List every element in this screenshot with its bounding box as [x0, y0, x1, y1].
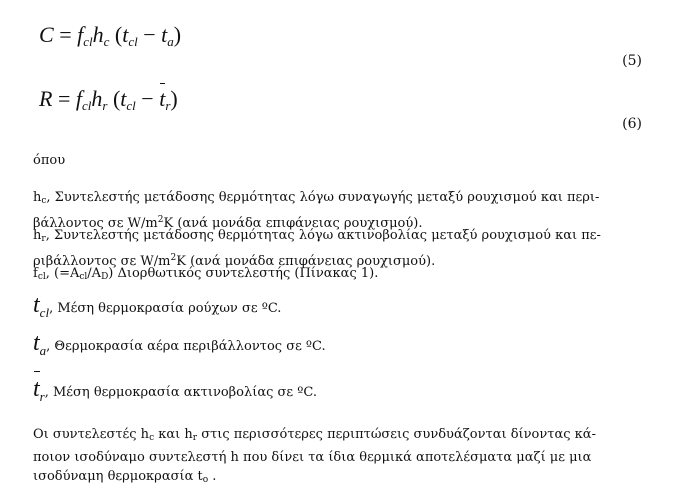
final-text-4: ποιον ισοδύναμο συντελεστή h που δίνει τα ίδια θερμικά αποτελέσματα μαζί με μια — [33, 450, 592, 465]
eq6-lhs: R — [39, 86, 53, 111]
ta-desc: , Θερμοκρασία αέρα περιβάλλοντος σε ºC. — [46, 339, 326, 354]
eq6-open-paren: ( — [112, 86, 121, 111]
fcl-eq-subscript-d: D — [101, 272, 109, 282]
fcl-equation: , (=A — [45, 266, 80, 281]
tr-desc: , Μέση θερμοκρασία ακτινοβολίας σε ºC. — [44, 385, 318, 400]
hc-desc-line3: K (ανά μονάδα επιφάνειας ρουχισμού). — [163, 216, 423, 231]
hr-superscript: 2 — [170, 253, 177, 263]
eq5-equals: = — [59, 22, 78, 47]
eq6-t2: t — [159, 86, 166, 111]
tcl-desc: , Μέση θερμοκρασία ρούχων σε ºC. — [49, 301, 282, 316]
eq5-lhs: C — [39, 22, 54, 47]
eq6-f-sub: cl — [82, 98, 92, 113]
hr-symbol: h — [33, 228, 42, 243]
equation-6-number: (6) — [622, 116, 642, 132]
eq6-f: f — [75, 86, 82, 111]
eq6-h-sub: r — [102, 98, 108, 113]
fcl-desc: ) Διορθωτικός συντελεστής (Πίνακας 1). — [108, 266, 379, 281]
final-text-3: στις περισσότερες περιπτώσεις συνδυάζονται δίνοντας κά- — [197, 427, 596, 442]
hc-desc-line2: βάλλοντος σε W/m — [33, 216, 158, 231]
final-text-1: Οι συντελεστές h — [33, 427, 150, 442]
eq6-t2-sub: r — [165, 98, 171, 113]
definition-tr — [33, 374, 645, 412]
eq5-t1-sub: cl — [128, 34, 138, 49]
hc-subscript: c — [41, 196, 47, 206]
eq5-t1: t — [122, 22, 129, 47]
eq5-close-paren: ) — [173, 22, 182, 47]
hr-desc-line2: ριβάλλοντος σε W/m — [33, 254, 171, 269]
fcl-eq-subscript-cl: cl — [79, 272, 88, 282]
ta-symbol: $t_a$ — [33, 330, 47, 358]
final-text-6: . — [208, 469, 217, 484]
definition-ta — [33, 328, 645, 366]
eq6-t1: t — [120, 86, 127, 111]
eq5-t2-sub: a — [167, 34, 174, 49]
hc-superscript: 2 — [157, 215, 164, 225]
hr-desc-line1: , Συντελεστής μετάδοσης θερμότητας λόγω ακτινοβολίας μεταξύ ρουχισμού και πε- — [45, 228, 601, 243]
definition-fcl — [33, 264, 645, 287]
closing-paragraph — [33, 425, 645, 490]
fcl-symbol: f — [33, 266, 38, 281]
equation-5-number: (5) — [622, 53, 642, 69]
definition-tcl — [33, 290, 645, 328]
eq6-close-paren: ) — [170, 86, 178, 111]
equation-5 — [39, 22, 181, 50]
tr-symbol: $t_r$ — [33, 376, 45, 404]
eq5-h-sub: c — [103, 34, 110, 49]
eq5-f: f — [77, 22, 84, 47]
tcl-symbol: $t_{cl}$ — [33, 292, 50, 320]
final-text-2: και h — [154, 427, 193, 442]
final-text-5: ισοδύναμη θερμοκρασία t — [33, 469, 203, 484]
eq6-equals: = — [57, 86, 76, 111]
eq6-t1-sub: cl — [126, 98, 136, 113]
hr-desc-line3: K (ανά μονάδα επιφάνειας ρουχισμού). — [176, 254, 436, 269]
equation-6 — [39, 86, 178, 114]
eq5-t2: t — [161, 22, 168, 47]
fcl-slash: /A — [87, 266, 102, 281]
where-label: όπου — [33, 153, 66, 168]
eq5-h: h — [92, 22, 104, 47]
final-sub-r: r — [192, 433, 198, 443]
eq5-open-paren: ( — [114, 22, 123, 47]
eq5-f-sub: cl — [83, 34, 93, 49]
final-sub-o: o — [202, 475, 209, 485]
hc-symbol: h — [33, 190, 42, 205]
eq6-h: h — [91, 86, 103, 111]
hr-subscript: r — [41, 234, 46, 244]
fcl-subscript: cl — [37, 272, 46, 282]
eq5-minus: − — [143, 22, 156, 47]
eq6-minus: − — [141, 86, 154, 111]
hc-desc-line1: , Συντελεστής μετάδοσης θερμότητας λόγω συναγωγής μεταξύ ρουχισμού και περι- — [46, 190, 600, 205]
final-sub-c: c — [149, 433, 155, 443]
